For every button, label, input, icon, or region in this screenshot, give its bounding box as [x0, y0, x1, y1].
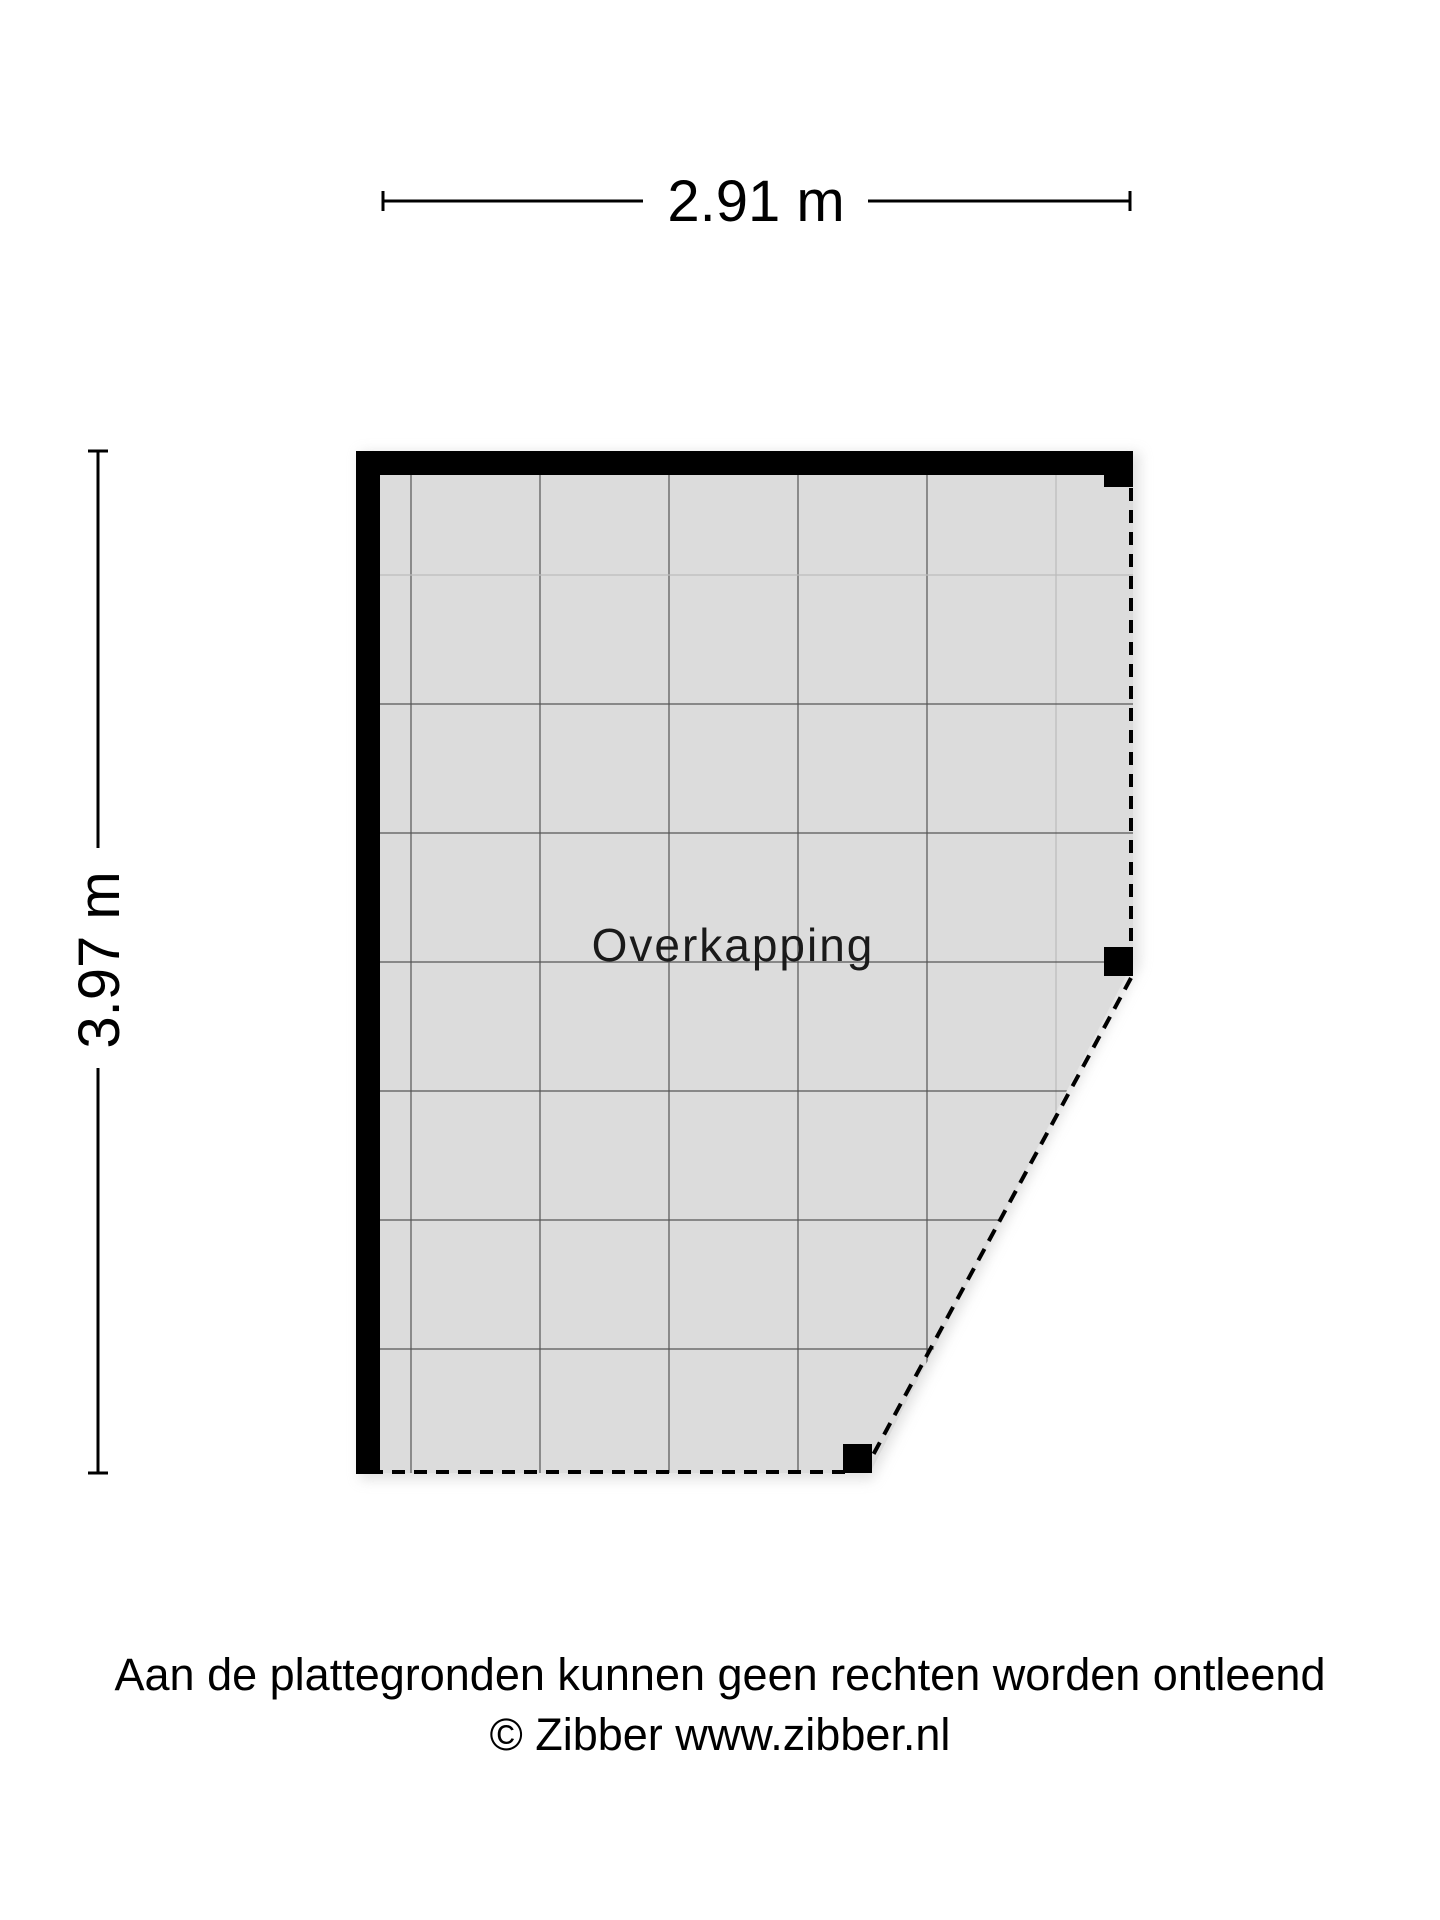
height-dimension [67, 451, 132, 1473]
room-floor [370, 473, 1133, 1473]
disclaimer-text: Aan de plattegronden kunnen geen rechten worden ontleend [114, 1649, 1326, 1700]
post-top-right [1104, 458, 1133, 487]
wall-top [356, 451, 1133, 475]
room-label: Overkapping [591, 919, 875, 971]
post-mid-right [1104, 947, 1133, 976]
height-dimension-label: 3.97 m [67, 871, 132, 1049]
room-overkapping [356, 451, 1140, 1480]
copyright-text: © Zibber www.zibber.nl [489, 1709, 951, 1760]
width-dimension-label: 2.91 m [667, 169, 845, 234]
width-dimension [383, 169, 1130, 234]
wall-left [356, 451, 380, 1474]
post-bottom [843, 1444, 872, 1473]
